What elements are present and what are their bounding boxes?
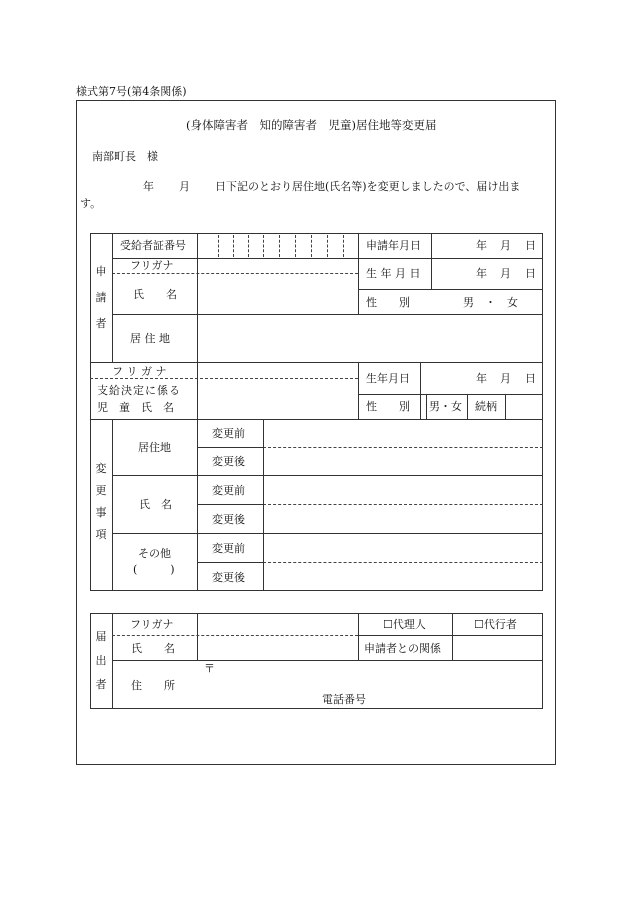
apply-year: 年 <box>476 239 487 252</box>
applicant-section-label: 申 請 者 <box>95 265 107 330</box>
address-after-label: 変更後 <box>212 455 245 468</box>
proxy-checkbox[interactable]: ☐代理人 <box>383 618 426 631</box>
child-sex-label: 性 別 <box>366 400 410 413</box>
child-birth-label: 生年月日 <box>366 372 410 385</box>
notifier-name-label: 氏 名 <box>131 642 175 655</box>
applicant-sex-label: 性 別 <box>366 296 410 309</box>
relation-label: 申請者との関係 <box>364 642 441 655</box>
apply-month: 月 <box>500 239 511 252</box>
phone-label: 電話番号 <box>322 693 366 706</box>
applicant-address-label: 居 住 地 <box>130 332 170 345</box>
other-after-label: 変更後 <box>212 571 245 584</box>
name-before-label: 変更前 <box>212 484 245 497</box>
notifier-address-label: 住 所 <box>131 679 175 692</box>
date-year: 年 <box>143 180 154 193</box>
form-title: (身体障害者 知的障害者 児童)居住地等変更届 <box>186 118 437 132</box>
agent-checkbox[interactable]: ☐代行者 <box>474 618 517 631</box>
postal-mark: 〒 <box>204 662 215 675</box>
birth-month: 月 <box>500 267 511 280</box>
other-before-label: 変更前 <box>212 542 245 555</box>
notifier-furigana-label: フリガナ <box>130 618 174 631</box>
intro-text: 日下記のとおり居住地(氏名等)を変更しましたので、届け出ま <box>215 180 521 193</box>
child-relation-label: 続柄 <box>475 400 497 413</box>
applicant-sex-options: 男 ・ 女 <box>463 296 518 309</box>
birth-day: 日 <box>525 267 536 280</box>
change-address-label: 居住地 <box>138 441 171 454</box>
applicant-name-label: 氏 名 <box>133 288 177 301</box>
change-name-label: 氏 名 <box>139 498 172 511</box>
notifier-section-label: 届 出 者 <box>95 630 107 691</box>
child-furigana-label: フ リ ガ ナ <box>112 365 167 378</box>
changes-section-label: 変 更 事 項 <box>95 462 107 541</box>
cert-number-label: 受給者証番号 <box>120 239 186 252</box>
form-number: 様式第7号(第4条関係) <box>76 85 187 98</box>
applicant-furigana-label: フリガナ <box>130 259 174 272</box>
change-other-label: その他 <box>138 547 171 560</box>
child-birth-year: 年 <box>476 372 487 385</box>
name-after-label: 変更後 <box>212 513 245 526</box>
date-month: 月 <box>179 180 190 193</box>
applicant-birth-label: 生 年 月 日 <box>366 267 421 280</box>
apply-day: 日 <box>525 239 536 252</box>
child-sex-options: 男・女 <box>429 400 462 413</box>
addressee: 南部町長 様 <box>92 150 158 163</box>
birth-year: 年 <box>476 267 487 280</box>
apply-date-label: 申請年月日 <box>366 239 421 252</box>
intro-text-cont: す。 <box>80 197 102 210</box>
child-birth-day: 日 <box>525 372 536 385</box>
child-birth-month: 月 <box>500 372 511 385</box>
child-label-line2: 児 童 氏 名 <box>97 401 174 414</box>
child-label-line1: 支給決定に係る <box>97 384 181 397</box>
address-before-label: 変更前 <box>212 427 245 440</box>
change-other-paren: ( ) <box>133 563 175 576</box>
